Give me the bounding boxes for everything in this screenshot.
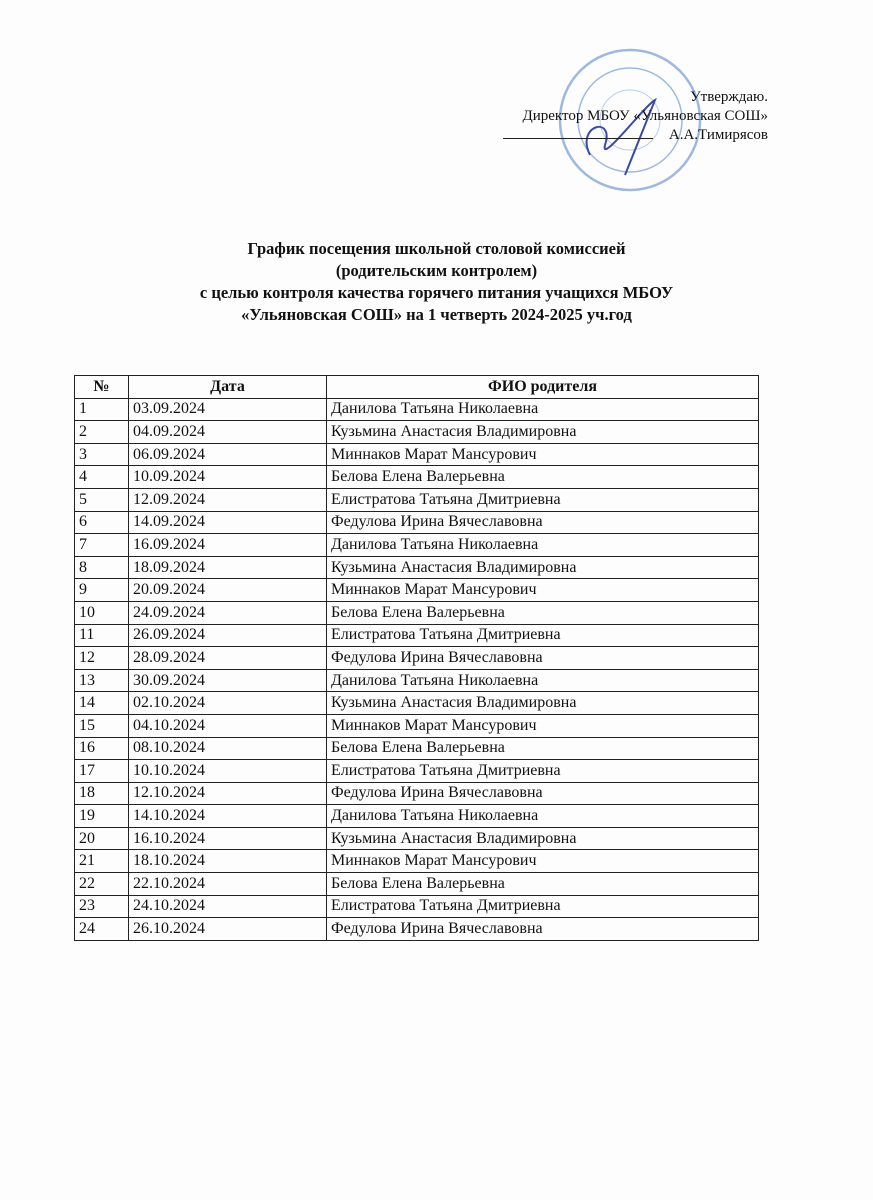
table-row [75, 466, 759, 489]
row-parent-name: Данилова Татьяна Николаевна [327, 534, 759, 557]
row-date: 18.10.2024 [129, 850, 327, 873]
table-row [75, 918, 759, 941]
row-date: 02.10.2024 [129, 692, 327, 715]
table-row [75, 601, 759, 624]
row-date: 04.10.2024 [129, 714, 327, 737]
row-parent-name: Федулова Ирина Вячеславовна [327, 782, 759, 805]
row-parent-name: Белова Елена Валерьевна [327, 601, 759, 624]
document-title [0, 238, 873, 326]
row-number: 20 [75, 827, 129, 850]
row-number: 16 [75, 737, 129, 760]
row-number: 3 [75, 443, 129, 466]
row-number: 7 [75, 534, 129, 557]
row-number: 2 [75, 421, 129, 444]
row-date: 26.09.2024 [129, 624, 327, 647]
table-row [75, 556, 759, 579]
table-row [75, 782, 759, 805]
approve-label: Утверждаю. [690, 89, 768, 105]
row-parent-name: Елистратова Татьяна Дмитриевна [327, 488, 759, 511]
row-parent-name: Данилова Татьяна Николаевна [327, 398, 759, 421]
row-number: 14 [75, 692, 129, 715]
table-row [75, 895, 759, 918]
title-line: с целью контроля качества горячего питания учащихся МБОУ [199, 283, 674, 302]
table-row [75, 873, 759, 896]
row-number: 4 [75, 466, 129, 489]
table-row [75, 760, 759, 783]
row-number: 6 [75, 511, 129, 534]
table-row [75, 737, 759, 760]
row-date: 14.09.2024 [129, 511, 327, 534]
director-position: Директор МБОУ «Ульяновская СОШ» [522, 108, 768, 124]
row-parent-name: Кузьмина Анастасия Владимировна [327, 692, 759, 715]
table-row [75, 624, 759, 647]
row-parent-name: Белова Елена Валерьевна [327, 466, 759, 489]
row-number: 5 [75, 488, 129, 511]
row-date: 16.10.2024 [129, 827, 327, 850]
table-row [75, 511, 759, 534]
table-row [75, 805, 759, 828]
table-row [75, 579, 759, 602]
row-number: 22 [75, 873, 129, 896]
row-date: 18.09.2024 [129, 556, 327, 579]
row-number: 13 [75, 669, 129, 692]
row-date: 24.10.2024 [129, 895, 327, 918]
row-parent-name: Белова Елена Валерьевна [327, 737, 759, 760]
row-number: 1 [75, 398, 129, 421]
title-line: График посещения школьной столовой комиссией [247, 239, 626, 258]
table-row [75, 421, 759, 444]
table-row [75, 669, 759, 692]
row-parent-name: Федулова Ирина Вячеславовна [327, 647, 759, 670]
row-date: 04.09.2024 [129, 421, 327, 444]
row-date: 10.09.2024 [129, 466, 327, 489]
row-number: 11 [75, 624, 129, 647]
table-row [75, 398, 759, 421]
row-date: 30.09.2024 [129, 669, 327, 692]
table-row [75, 488, 759, 511]
row-parent-name: Белова Елена Валерьевна [327, 873, 759, 896]
row-parent-name: Федулова Ирина Вячеславовна [327, 511, 759, 534]
row-date: 08.10.2024 [129, 737, 327, 760]
row-date: 12.10.2024 [129, 782, 327, 805]
row-number: 10 [75, 601, 129, 624]
row-number: 21 [75, 850, 129, 873]
table-row [75, 647, 759, 670]
row-number: 24 [75, 918, 129, 941]
row-number: 9 [75, 579, 129, 602]
row-date: 06.09.2024 [129, 443, 327, 466]
row-parent-name: Кузьмина Анастасия Владимировна [327, 556, 759, 579]
row-parent-name: Кузьмина Анастасия Владимировна [327, 421, 759, 444]
signature-line [503, 138, 653, 139]
title-line: «Ульяновская СОШ» на 1 четверть 2024-2025 уч.год [241, 305, 632, 324]
table-header-row [75, 376, 759, 399]
header-date: Дата [129, 376, 327, 399]
schedule-table [74, 375, 759, 941]
row-parent-name: Миннаков Марат Мансурович [327, 850, 759, 873]
approval-block [503, 88, 768, 145]
row-date: 20.09.2024 [129, 579, 327, 602]
table-row [75, 827, 759, 850]
row-number: 19 [75, 805, 129, 828]
row-parent-name: Миннаков Марат Мансурович [327, 579, 759, 602]
row-number: 17 [75, 760, 129, 783]
row-parent-name: Миннаков Марат Мансурович [327, 714, 759, 737]
director-name: А.А.Тимирясов [668, 127, 768, 143]
table-row [75, 714, 759, 737]
table-row [75, 534, 759, 557]
table-row [75, 443, 759, 466]
header-parent-name: ФИО родителя [327, 376, 759, 399]
row-number: 8 [75, 556, 129, 579]
row-parent-name: Федулова Ирина Вячеславовна [327, 918, 759, 941]
row-parent-name: Елистратова Татьяна Дмитриевна [327, 760, 759, 783]
row-number: 23 [75, 895, 129, 918]
title-line: (родительским контролем) [335, 261, 538, 280]
row-date: 22.10.2024 [129, 873, 327, 896]
header-number: № [75, 376, 129, 399]
row-date: 12.09.2024 [129, 488, 327, 511]
row-number: 15 [75, 714, 129, 737]
row-number: 18 [75, 782, 129, 805]
table-row [75, 850, 759, 873]
row-parent-name: Елистратова Татьяна Дмитриевна [327, 895, 759, 918]
row-parent-name: Данилова Татьяна Николаевна [327, 805, 759, 828]
row-date: 14.10.2024 [129, 805, 327, 828]
row-parent-name: Миннаков Марат Мансурович [327, 443, 759, 466]
row-date: 16.09.2024 [129, 534, 327, 557]
row-date: 26.10.2024 [129, 918, 327, 941]
row-date: 24.09.2024 [129, 601, 327, 624]
table-row [75, 692, 759, 715]
row-date: 03.09.2024 [129, 398, 327, 421]
row-date: 10.10.2024 [129, 760, 327, 783]
row-parent-name: Кузьмина Анастасия Владимировна [327, 827, 759, 850]
row-parent-name: Елистратова Татьяна Дмитриевна [327, 624, 759, 647]
row-parent-name: Данилова Татьяна Николаевна [327, 669, 759, 692]
row-date: 28.09.2024 [129, 647, 327, 670]
row-number: 12 [75, 647, 129, 670]
